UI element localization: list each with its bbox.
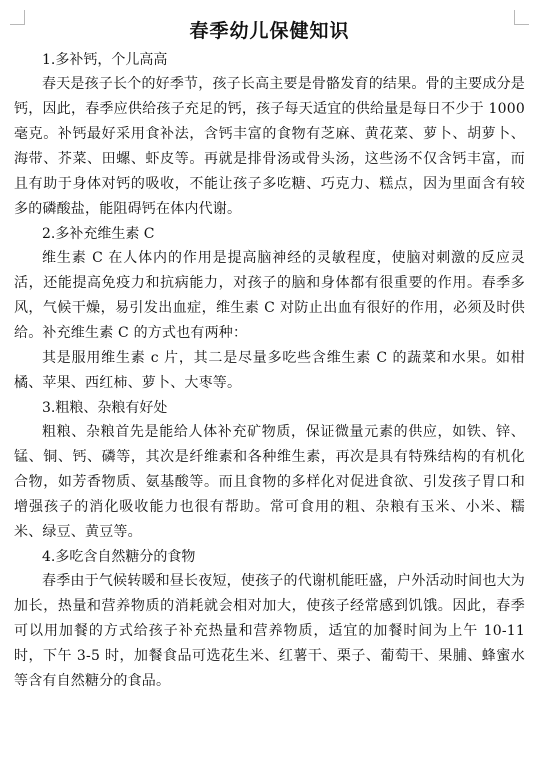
paragraph: 其是服用维生素 c 片，其二是尽量多吃些含维生素 C 的蔬菜和水果。如柑橘、苹果、西红柿、萝卜、大枣等。 [14, 350, 525, 391]
paragraph: 维生素 C 在人体内的作用是提高脑神经的灵敏程度，使脑对刺激的反应灵活，还能提高免疫力和抗病能力，对孩子的脑和身体都有很重要的作用。春季多风，气候干燥，易引发出血症，维生素 C 对防止出血有很好的作用，必须及时供给。补充维生素 C 的方式也有两种： [14, 250, 525, 341]
paragraph: 春季由于气候转暖和昼长夜短，使孩子的代谢机能旺盛，户外活动时间也大为加长，热量和营养物质的消耗就会相对加大，使孩子经常感到饥饿。因此，春季可以用加餐的方式给孩子补充热量和营养物质，适宜的加餐时间为上午 10-11 时，下午 3-5 时，加餐食品可选花生米、红薯干、栗子、葡萄干、果脯、蜂蜜水等含有自然糖分的食品。 [14, 573, 525, 689]
section-heading: 2.多补充维生素 C [42, 226, 155, 242]
section-calcium [14, 48, 525, 222]
section-heading: 3.粗粮、杂粮有好处 [42, 400, 168, 416]
section-vitamin-c [14, 222, 525, 396]
document-title: 春季幼儿保健知识 [189, 20, 350, 42]
section-coarse-grains [14, 396, 525, 545]
corner-crop-mark [514, 10, 529, 25]
paragraph: 春天是孩子长个的好季节，孩子长高主要是骨骼发育的结果。骨的主要成分是钙，因此，春季应供给孩子充足的钙，孩子每天适宜的供给量是每日不少于 1000 毫克。补钙最好采用食补法，含钙丰富的食物有芝麻、黄花菜、萝卜、胡萝卜、海带、芥菜、田螺、虾皮等。再就是排骨汤或骨头汤，这些汤不仅含钙丰富，而且有助于身体对钙的吸收，不能让孩子多吃糖、巧克力、糕点，因为里面含有较多的磷酸盐，能阻碍钙在体内代谢。 [14, 76, 525, 217]
paragraph: 粗粮、杂粮首先是能给人体补充矿物质，保证微量元素的供应，如铁、锌、锰、铜、钙、磷等，其次是纤维素和各种维生素，再次是具有特殊结构的有机化合物，如芳香物质、氨基酸等。而且食物的多样化对促进食欲、引发孩子胃口和增强孩子的消化吸收能力也很有帮助。常可食用的粗、杂粮有玉米、小米、糯米、绿豆、黄豆等。 [14, 424, 525, 540]
section-heading: 1.多补钙，个儿高高 [42, 52, 168, 68]
section-natural-sugar [14, 545, 525, 694]
section-heading: 4.多吃含自然糖分的食物 [42, 549, 196, 565]
corner-crop-mark [10, 10, 25, 25]
